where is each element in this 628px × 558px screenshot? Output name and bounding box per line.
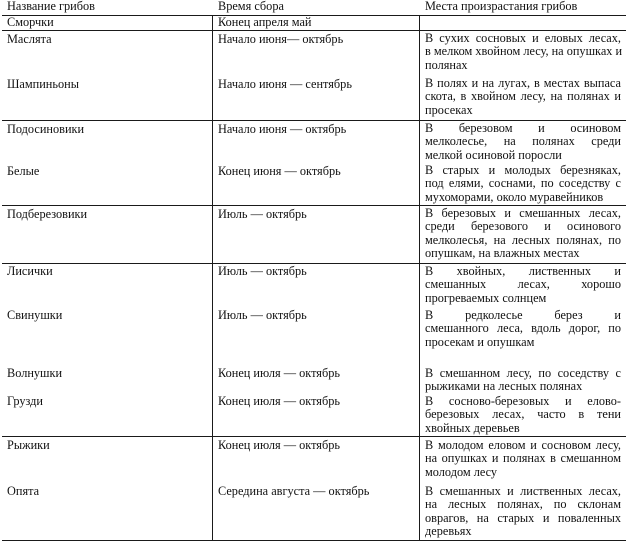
growing-places-line: смешанного леса, вдоль дорог, по	[425, 321, 621, 336]
growing-places-line: на лесных полянах, по склонам	[425, 497, 621, 512]
growing-places-line: В смешанных и лиственных лесах,	[425, 484, 621, 498]
header-places: Места произрастания грибов	[425, 0, 578, 13]
mushroom-name: Маслята	[7, 32, 52, 46]
growing-places-line: хвойных деревьев	[425, 420, 520, 435]
harvest-time: Конец июля — октябрь	[218, 394, 340, 408]
growing-places-line: молодом лесу	[425, 464, 498, 479]
mushroom-name: Шампиньоны	[7, 77, 79, 91]
mushroom-name: Сморчки	[7, 15, 54, 29]
harvest-time: Середина августа — октябрь	[218, 484, 370, 498]
growing-places-line: смешанных лесах, хорошо	[425, 277, 621, 292]
growing-places-line: опушкам, на влажных местах	[425, 246, 580, 261]
growing-places-line: В березовых и смешанных лесах,	[425, 206, 621, 220]
growing-places-line: деревьях	[425, 524, 472, 539]
harvest-time: Начало июня — октябрь	[218, 122, 347, 136]
growing-places	[425, 207, 621, 261]
harvest-time: Июль — октябрь	[218, 308, 307, 322]
growing-places	[425, 395, 621, 435]
growing-places-line: березовых лесах, часто в тени	[425, 407, 621, 422]
harvest-time: Июль — октябрь	[218, 207, 307, 221]
growing-places-line: В старых и молодых березняках,	[425, 163, 621, 177]
growing-places	[425, 77, 621, 117]
growing-places-line: скота, в хвойном лесу, на полянах и	[425, 89, 621, 104]
growing-places	[425, 265, 621, 305]
header-rule	[2, 15, 626, 16]
growing-places-line: мелколесье, на полянах среди	[425, 134, 621, 149]
harvest-time: Начало июня— октябрь	[218, 32, 344, 46]
mushroom-name: Грузди	[7, 394, 43, 408]
mushroom-name: Опята	[7, 484, 40, 498]
growing-places-line: на опушках и полянах в смешанном	[425, 451, 621, 466]
growing-places-line: В редколесье берез и	[425, 308, 621, 322]
growing-places-line: под елями, соснами, по соседству с	[425, 176, 621, 191]
row-rule	[2, 436, 626, 437]
mushroom-name: Лисички	[7, 264, 53, 278]
growing-places	[425, 439, 621, 479]
harvest-time: Июль — октябрь	[218, 264, 307, 278]
growing-places-line: просеках	[425, 102, 473, 117]
growing-places-line: мухоморами, около муравейников	[425, 189, 604, 204]
growing-places-line: оврагов, на старых и поваленных	[425, 510, 621, 525]
growing-places-line: рыжиками на лесных полянах	[425, 379, 583, 394]
mushroom-name: Свинушки	[7, 308, 63, 322]
header-name: Название грибов	[7, 0, 95, 13]
mushroom-name: Подосиновики	[7, 122, 85, 136]
harvest-time: Конец июля — октябрь	[218, 438, 340, 452]
column-rule	[212, 15, 213, 540]
growing-places	[425, 367, 621, 394]
harvest-time: Конец апреля май	[218, 15, 312, 29]
growing-places-line: мелкой осиновой поросли	[425, 147, 562, 162]
growing-places-line: В молодом еловом и сосновом лесу,	[425, 438, 621, 452]
growing-places-line: просекам и опушкам	[425, 334, 535, 349]
column-rule	[419, 15, 420, 540]
mushroom-name: Волнушки	[7, 366, 63, 380]
growing-places-line: мелколесья, на лесных полянах, по	[425, 232, 621, 247]
growing-places	[425, 32, 621, 72]
growing-places-line: полянах	[425, 57, 468, 72]
growing-places-line: среди березового и осинового	[425, 219, 621, 234]
growing-places	[425, 485, 621, 539]
growing-places-line: В смешанном лесу, по соседству с	[425, 366, 621, 380]
growing-places	[425, 309, 621, 349]
growing-places	[425, 164, 621, 204]
header-time: Время сбора	[218, 0, 284, 13]
growing-places-line: прогреваемых солнцем	[425, 290, 547, 305]
harvest-time: Начало июня — сентябрь	[218, 77, 352, 91]
harvest-time: Конец июня — октябрь	[218, 164, 341, 178]
harvest-time: Конец июля — октябрь	[218, 366, 340, 380]
mushroom-name: Подберезовики	[7, 207, 88, 221]
mushroom-name: Рыжики	[7, 438, 50, 452]
growing-places-line: В полях и на лугах, в местах выпаса	[425, 76, 621, 90]
growing-places-line: В березовом и осиновом	[425, 121, 621, 135]
growing-places-line: В хвойных, лиственных и	[425, 264, 621, 278]
growing-places-line: В сосново-березовых и елово-	[425, 394, 621, 408]
growing-places-line: В сухих сосновых и еловых лесах,	[425, 31, 621, 45]
bottom-rule	[2, 540, 626, 541]
mushroom-name: Белые	[7, 164, 40, 178]
growing-places	[425, 122, 621, 162]
growing-places-line: в мелком хвойном лесу, на опушках и	[425, 44, 623, 59]
